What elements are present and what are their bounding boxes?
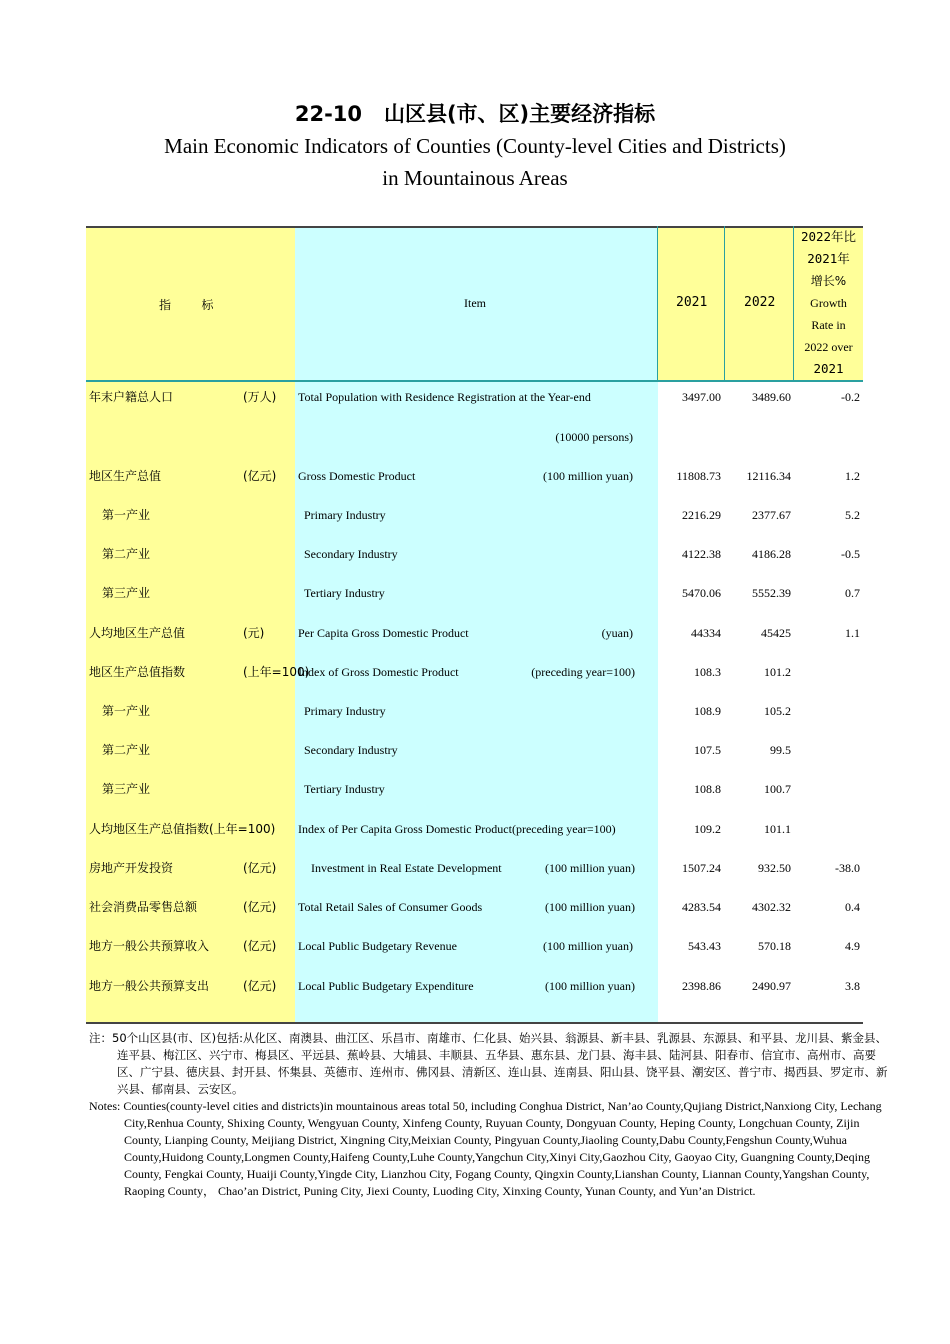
item-en: Local Public Budgetary Revenue bbox=[298, 939, 457, 953]
value-2022: 105.2 bbox=[764, 704, 791, 718]
table-row bbox=[86, 387, 863, 407]
indicator-cn: 年末户籍总人口 bbox=[89, 390, 174, 404]
page-title-cn: 22-10 山区县(市、区)主要经济指标 bbox=[294, 102, 656, 126]
value-2021: 107.5 bbox=[694, 743, 721, 757]
growth-rate: -0.5 bbox=[841, 547, 860, 561]
item-en: Total Population with Residence Registration at the Year-end bbox=[298, 390, 591, 404]
item-en: Local Public Budgetary Expenditure bbox=[298, 979, 474, 993]
table-row bbox=[86, 779, 863, 799]
value-2022: 12116.34 bbox=[746, 469, 791, 483]
growth-rate: 0.4 bbox=[845, 900, 860, 914]
indicator-cn: 第二产业 bbox=[102, 547, 151, 561]
item-unit-en: (100 million yuan) bbox=[543, 469, 633, 483]
header-year-2021: 2021 bbox=[676, 295, 708, 310]
table-row bbox=[86, 466, 863, 486]
item-en: Secondary Industry bbox=[304, 743, 398, 757]
indicator-cn: 地区生产总值指数 bbox=[89, 665, 186, 679]
indicator-cn: 第一产业 bbox=[102, 508, 151, 522]
indicator-unit-cn: (亿元) bbox=[243, 939, 277, 953]
table-row bbox=[86, 740, 863, 760]
value-2021: 108.3 bbox=[694, 665, 721, 679]
value-2022: 2490.97 bbox=[752, 979, 791, 993]
header-growth-rate bbox=[794, 226, 863, 380]
growth-rate: 5.2 bbox=[845, 508, 860, 522]
growth-label-line: 2022年比 bbox=[800, 229, 857, 244]
page-title-en-line2: in Mountainous Areas bbox=[382, 166, 568, 190]
growth-rate: -38.0 bbox=[835, 861, 860, 875]
table-row bbox=[86, 505, 863, 525]
growth-rate: 3.8 bbox=[845, 979, 860, 993]
item-unit-en: (10000 persons) bbox=[555, 430, 633, 444]
table-row bbox=[86, 897, 863, 917]
table-header-rule bbox=[86, 380, 863, 382]
indicator-unit-cn: (元) bbox=[243, 626, 265, 640]
value-2022: 4186.28 bbox=[752, 547, 791, 561]
indicator-unit-cn: (亿元) bbox=[243, 900, 277, 914]
value-2021: 108.8 bbox=[694, 782, 721, 796]
value-2021: 109.2 bbox=[694, 822, 721, 836]
table-row bbox=[86, 701, 863, 721]
header-year-2022: 2022 bbox=[744, 295, 776, 310]
page-title-en-line1: Main Economic Indicators of Counties (County-level Cities and Districts) bbox=[164, 134, 786, 158]
value-2021: 2216.29 bbox=[682, 508, 721, 522]
header-divider bbox=[657, 226, 658, 381]
indicator-cn: 社会消费品零售总额 bbox=[89, 900, 198, 914]
value-2022: 932.50 bbox=[758, 861, 791, 875]
indicator-cn: 地区生产总值 bbox=[89, 469, 162, 483]
indicator-unit-cn: (亿元) bbox=[243, 861, 277, 875]
indicator-unit-cn: (亿元) bbox=[243, 469, 277, 483]
value-2022: 3489.60 bbox=[752, 390, 791, 404]
table-row bbox=[86, 583, 863, 603]
table-row bbox=[86, 427, 863, 447]
item-en: Gross Domestic Product bbox=[298, 469, 416, 483]
value-2022: 4302.32 bbox=[752, 900, 791, 914]
indicator-cn: 第三产业 bbox=[102, 782, 151, 796]
item-en: Tertiary Industry bbox=[304, 586, 385, 600]
table-top-rule bbox=[86, 226, 863, 228]
indicator-cn: 人均地区生产总值 bbox=[89, 626, 186, 640]
table-bottom-rule bbox=[86, 1022, 863, 1024]
indicator-cn: 房地产开发投资 bbox=[89, 861, 174, 875]
indicators-table bbox=[86, 226, 863, 1024]
item-en: Index of Per Capita Gross Domestic Product(preceding year=100) bbox=[298, 822, 616, 836]
value-2022: 570.18 bbox=[758, 939, 791, 953]
item-unit-en: (100 million yuan) bbox=[545, 861, 635, 875]
growth-label-line: Rate in bbox=[811, 318, 846, 332]
growth-label-line: Growth bbox=[810, 296, 847, 310]
value-2022: 101.2 bbox=[764, 665, 791, 679]
value-2022: 101.1 bbox=[764, 822, 791, 836]
growth-rate: 0.7 bbox=[845, 586, 860, 600]
growth-label-line: 2022 over bbox=[804, 340, 853, 354]
header-item: Item bbox=[464, 296, 486, 310]
item-en: Secondary Industry bbox=[304, 547, 398, 561]
indicator-unit-cn: (上年=100) bbox=[243, 665, 310, 679]
growth-label-line: 增长% bbox=[810, 274, 847, 288]
indicator-cn: 第二产业 bbox=[102, 743, 151, 757]
growth-label-line: 2021 bbox=[813, 361, 844, 376]
value-2022: 2377.67 bbox=[752, 508, 791, 522]
notes-en: Notes: Counties(county-level cities and districts)in mountainous areas total 50, including Conghua District, Nan’ao County,Qujiang District,Nanxiong City, Lechang City,Renhua County, Shixing County, Wengyuan County, Xinfeng County, Ruyuan County, Dongyuan County, Heping County, Longchuan County, Zijin County, Lianping County, Meijiang District, Xingning City,Meixian County, Pingyuan County,Jiaoling County,Dabu County,Fengshun County,Wuhua County,Huidong County,Longmen County,Haifeng County,Luhe County,Yangchun City,Xinyi City,Gaozhou City, Gaoyao City, Guangning County,Deqing County, Fengkai County, Huaiji County,Yingde City, Lianzhou City, Fogang County, Qingxin County,Lianshan County, Liannan County,Yangshan County, Raoping County， Chao’an District, Puning City, Jiexi County, Luoding City, Xinxing County, Yunan County, and Yun’an District. bbox=[89, 1099, 882, 1198]
indicator-cn: 第一产业 bbox=[102, 704, 151, 718]
value-2021: 5470.06 bbox=[682, 586, 721, 600]
value-2021: 2398.86 bbox=[682, 979, 721, 993]
item-en: Per Capita Gross Domestic Product bbox=[298, 626, 469, 640]
notes-cn: 注：50个山区县(市、区)包括:从化区、南澳县、曲江区、乐昌市、南雄市、仁化县、始兴县、翁源县、新丰县、乳源县、东源县、和平县、龙川县、紫金县、连平县、梅江区、兴宁市、梅县区、平远县、蕉岭县、大埔县、丰顺县、五华县、惠东县、龙门县、海丰县、陆河县、阳春市、信宜市、高州市、高要区、广宁县、德庆县、封开县、怀集县、英德市、连州市、佛冈县、清新区、连山县、连南县、阳山县、饶平县、潮安区、普宁市、揭西县、罗定市、新兴县、郁南县、云安区。 bbox=[89, 1031, 888, 1096]
table-row bbox=[86, 936, 863, 956]
value-2021: 4283.54 bbox=[682, 900, 721, 914]
growth-rate: -0.2 bbox=[841, 390, 860, 404]
value-2021: 4122.38 bbox=[682, 547, 721, 561]
value-2022: 100.7 bbox=[764, 782, 791, 796]
value-2022: 45425 bbox=[761, 626, 791, 640]
indicator-cn: 第三产业 bbox=[102, 586, 151, 600]
item-en: Investment in Real Estate Development bbox=[311, 861, 502, 875]
indicator-unit-cn: (万人) bbox=[243, 390, 277, 404]
growth-rate: 1.1 bbox=[845, 626, 860, 640]
growth-rate: 4.9 bbox=[845, 939, 860, 953]
table-row bbox=[86, 662, 863, 682]
item-unit-en: (yuan) bbox=[601, 626, 633, 640]
item-unit-en: (100 million yuan) bbox=[545, 979, 635, 993]
table-row bbox=[86, 976, 863, 996]
item-en: Tertiary Industry bbox=[304, 782, 385, 796]
table-row bbox=[86, 819, 863, 839]
table-row bbox=[86, 623, 863, 643]
value-2021: 108.9 bbox=[694, 704, 721, 718]
item-unit-en: (100 million yuan) bbox=[543, 939, 633, 953]
item-unit-en: (100 million yuan) bbox=[545, 900, 635, 914]
indicator-unit-cn: (亿元) bbox=[243, 979, 277, 993]
table-row bbox=[86, 544, 863, 564]
header-divider bbox=[724, 226, 725, 381]
value-2021: 1507.24 bbox=[682, 861, 721, 875]
value-2021: 11808.73 bbox=[676, 469, 721, 483]
value-2021: 44334 bbox=[691, 626, 721, 640]
growth-rate: 1.2 bbox=[845, 469, 860, 483]
growth-label-line: 2021年 bbox=[807, 251, 850, 266]
item-en: Total Retail Sales of Consumer Goods bbox=[298, 900, 483, 914]
item-unit-en: (preceding year=100) bbox=[531, 665, 635, 679]
value-2022: 99.5 bbox=[770, 743, 791, 757]
header-indicator-cn: 指 标 bbox=[159, 298, 214, 312]
value-2022: 5552.39 bbox=[752, 586, 791, 600]
item-en: Primary Industry bbox=[304, 508, 386, 522]
indicator-cn: 地方一般公共预算收入 bbox=[89, 939, 210, 953]
indicator-cn: 人均地区生产总值指数(上年=100) bbox=[89, 822, 276, 836]
indicator-cn: 地方一般公共预算支出 bbox=[89, 979, 210, 993]
value-2021: 543.43 bbox=[688, 939, 721, 953]
table-row bbox=[86, 858, 863, 878]
value-2021: 3497.00 bbox=[682, 390, 721, 404]
item-en: Index of Gross Domestic Product bbox=[298, 665, 459, 679]
item-en: Primary Industry bbox=[304, 704, 386, 718]
